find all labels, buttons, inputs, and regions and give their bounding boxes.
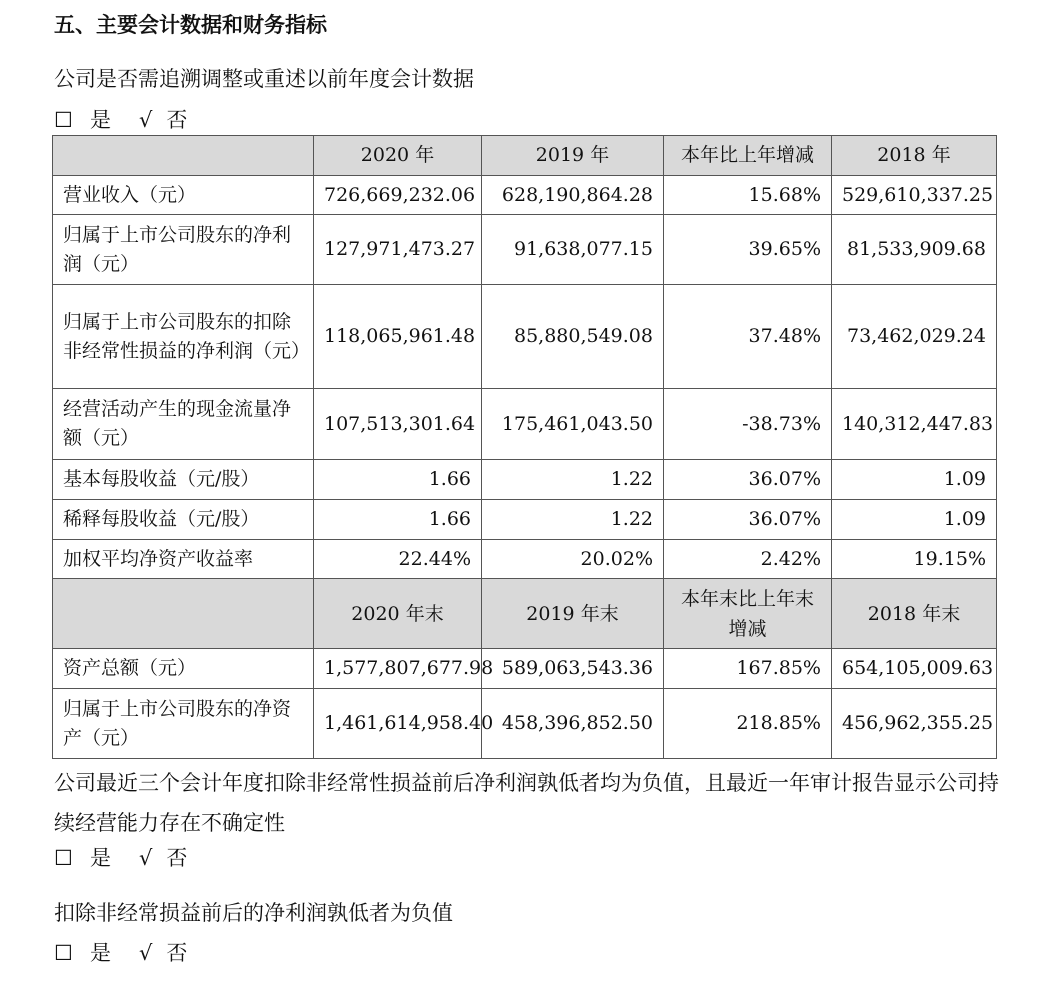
header-cell: 本年末比上年末增减: [664, 579, 832, 649]
no-label: 否: [166, 108, 188, 132]
cell-value: 167.85%: [664, 649, 832, 689]
financial-indicators-table: [52, 135, 997, 759]
negative-profit-choice: [54, 938, 187, 968]
cell-value: 36.07%: [664, 460, 832, 500]
table-row: [53, 285, 997, 389]
header-cell: 本年比上年增减: [664, 136, 832, 176]
table-row: [53, 460, 997, 500]
table-row: [53, 649, 997, 689]
check-mark-icon: √: [139, 108, 153, 132]
cell-value: 2.42%: [664, 540, 832, 579]
table-row: [53, 389, 997, 460]
cell-value: 628,190,864.28: [482, 176, 664, 215]
cell-value: 1.66: [314, 500, 482, 540]
cell-value: 37.48%: [664, 285, 832, 389]
cell-value: 19.15%: [832, 540, 997, 579]
header-cell: [53, 579, 314, 649]
table-row: [53, 176, 997, 215]
cell-value: 1,461,614,958.40: [314, 689, 482, 759]
row-label: 稀释每股收益（元/股）: [53, 500, 314, 540]
row-label: 归属于上市公司股东的净资产（元）: [53, 689, 314, 759]
cell-value: 1,577,807,677.98: [314, 649, 482, 689]
cell-value: 175,461,043.50: [482, 389, 664, 460]
cell-value: 456,962,355.25: [832, 689, 997, 759]
going-concern-choice: [54, 843, 187, 873]
question-going-concern: 公司最近三个会计年度扣除非经常性损益前后净利润孰低者均为负值，且最近一年审计报告显示公司持续经营能力存在不确定性: [54, 771, 999, 835]
cell-value: 726,669,232.06: [314, 176, 482, 215]
yes-label: 是: [90, 941, 111, 965]
table-header-row: [53, 579, 997, 649]
table-row: [53, 540, 997, 579]
check-mark-icon: √: [139, 941, 153, 965]
no-label: 否: [166, 941, 188, 965]
cell-value: 127,971,473.27: [314, 215, 482, 285]
header-cell: 2020 年末: [314, 579, 482, 649]
row-label: 资产总额（元）: [53, 649, 314, 689]
unchecked-box-icon: ☐: [54, 941, 73, 965]
restatement-choice: [54, 105, 187, 135]
cell-value: 529,610,337.25: [832, 176, 997, 215]
row-label: 营业收入（元）: [53, 176, 314, 215]
cell-value: 39.65%: [664, 215, 832, 285]
cell-value: 458,396,852.50: [482, 689, 664, 759]
cell-value: 81,533,909.68: [832, 215, 997, 285]
cell-value: 654,105,009.63: [832, 649, 997, 689]
cell-value: 85,880,549.08: [482, 285, 664, 389]
cell-value: 20.02%: [482, 540, 664, 579]
table-header-row: [53, 136, 997, 176]
row-label: 归属于上市公司股东的扣除非经常性损益的净利润（元）: [53, 285, 314, 389]
cell-value: 36.07%: [664, 500, 832, 540]
header-cell: 2020 年: [314, 136, 482, 176]
question-restatement: 公司是否需追溯调整或重述以前年度会计数据: [54, 67, 474, 91]
yes-label: 是: [90, 846, 111, 870]
check-mark-icon: √: [139, 846, 153, 870]
cell-value: 589,063,543.36: [482, 649, 664, 689]
unchecked-box-icon: ☐: [54, 108, 73, 132]
cell-value: 15.68%: [664, 176, 832, 215]
header-cell: 2018 年末: [832, 579, 997, 649]
cell-value: -38.73%: [664, 389, 832, 460]
header-cell: [53, 136, 314, 176]
cell-value: 73,462,029.24: [832, 285, 997, 389]
row-label: 经营活动产生的现金流量净额（元）: [53, 389, 314, 460]
header-cell: 2019 年末: [482, 579, 664, 649]
cell-value: 1.09: [832, 500, 997, 540]
cell-value: 140,312,447.83: [832, 389, 997, 460]
cell-value: 1.22: [482, 460, 664, 500]
row-label: 归属于上市公司股东的净利润（元）: [53, 215, 314, 285]
header-cell: 2019 年: [482, 136, 664, 176]
table-row: [53, 689, 997, 759]
yes-label: 是: [90, 108, 111, 132]
row-label: 加权平均净资产收益率: [53, 540, 314, 579]
header-cell: 2018 年: [832, 136, 997, 176]
question-negative-profit: 扣除非经常损益前后的净利润孰低者为负值: [54, 901, 453, 925]
cell-value: 1.66: [314, 460, 482, 500]
section-title: 五、主要会计数据和财务指标: [54, 13, 327, 37]
cell-value: 1.09: [832, 460, 997, 500]
cell-value: 1.22: [482, 500, 664, 540]
row-label: 基本每股收益（元/股）: [53, 460, 314, 500]
cell-value: 218.85%: [664, 689, 832, 759]
cell-value: 22.44%: [314, 540, 482, 579]
cell-value: 91,638,077.15: [482, 215, 664, 285]
cell-value: 107,513,301.64: [314, 389, 482, 460]
cell-value: 118,065,961.48: [314, 285, 482, 389]
no-label: 否: [166, 846, 188, 870]
table-row: [53, 215, 997, 285]
unchecked-box-icon: ☐: [54, 846, 73, 870]
table-row: [53, 500, 997, 540]
